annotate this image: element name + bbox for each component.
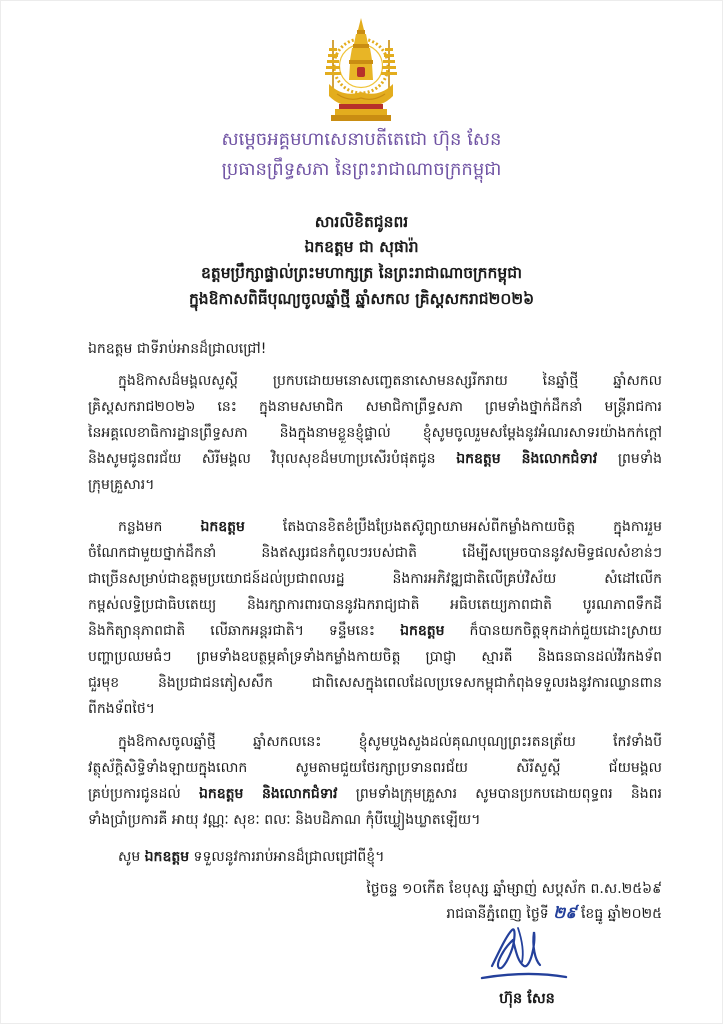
occasion-line: ក្នុងឱកាសពិធីបុណ្យចូលឆ្នាំថ្មី ឆ្នាំសកល គ្រិស្តសករាជ២០២៦ xyxy=(188,290,535,308)
paragraph-line: ក្នុងឱកាសចូលឆ្នាំថ្មី ឆ្នាំសកលនេះ ខ្ញុំសូមបួងសួងដល់គុណបុណ្យព្រះរតនត្រ័យ កែវទាំងបី xyxy=(118,734,662,750)
paragraph-line xyxy=(88,514,662,540)
sender-name: សម្តេចអគ្គមហាសេនាបតីតេជោ ហ៊ុន សែន xyxy=(221,129,502,150)
signatory-name: ហ៊ុន សែន xyxy=(499,991,555,1007)
paragraph-line: នៃអគ្គលេខាធិការដ្ឋានព្រឹទ្ធសភា និងក្នុងនាមខ្លួនខ្ញុំផ្ទាល់ ខ្ញុំសូមចូលរួមសម្តែងនូវអំណរសាទរយ៉ាងកក់ក្តៅ xyxy=(88,425,662,441)
paragraph-line xyxy=(88,446,662,472)
paragraph-line: ពីកងទ័ពថៃ។ xyxy=(88,701,155,717)
sender-title: ប្រធានព្រឹទ្ធសភា នៃព្រះរាជាណាចក្រកម្ពុជា xyxy=(221,159,502,180)
paragraph-line xyxy=(88,618,662,644)
line-text: ព្រមទាំងក្រុមគ្រួសារ សូមបានប្រកបដោយពុទ្ធពរ និងពរ xyxy=(337,786,662,802)
lunar-date-line: ថ្ងៃចន្ទ ១០កើត ខែបុស្ស ឆ្នាំម្សាញ់ សប្តស័ក ព.ស.២៥៦៩ xyxy=(366,881,662,897)
paragraph-line: បញ្ហាប្រឈមធំៗ ព្រមទាំងឧបត្ថម្ភគាំទ្រទាំងកម្លាំងកាយចិត្ត ប្រាជ្ញា ស្មារតី និងធនធានដល់វីរកងទ័ព xyxy=(88,649,662,665)
bold-honorific: ឯកឧត្តម xyxy=(144,849,190,865)
line-text: ព្រមទាំង xyxy=(597,451,662,467)
paragraph-2 xyxy=(88,514,662,722)
line-text: ទទួលនូវការរាប់អានដ៏ជ្រាលជ្រៅពីខ្ញុំ។ xyxy=(189,849,385,865)
bold-honorific: ឯកឧត្តម និងលោកជំទាវ xyxy=(198,786,338,802)
line-text: ក៏បានយកចិត្តទុកដាក់ជួយដោះស្រាយ xyxy=(444,623,662,639)
closing-line xyxy=(88,844,662,870)
paragraph-line: ក្រុមគ្រួសារ។ xyxy=(88,477,155,493)
recipient-position: ឧត្តមប្រឹក្សាផ្ទាល់ព្រះមហាក្សត្រ នៃព្រះរាជាណាចក្រកម្ពុជា xyxy=(201,264,522,282)
paragraph-line: ទាំងប្រាំប្រការគឺ អាយុ វណ្ណៈ សុខៈ ពលៈ និងបដិភាណ កុំបីឃ្លៀងឃ្លាតឡើយ។ xyxy=(88,812,481,828)
line-text: និងកិត្យានុភាពជាតិ លើឆាកអន្តរជាតិ។ ទន្ទឹមនេះ xyxy=(88,623,401,639)
paragraph-line: ក្នុងឱកាសដ៏មង្គលសួស្តី ប្រកបដោយមនោសញ្ចេតនាសោមនស្សរីករាយ នៃឆ្នាំថ្មី ឆ្នាំសកល xyxy=(118,373,662,389)
paragraph-line: ចំណែកជាមួយថ្នាក់ដឹកនាំ និងឥស្សរជនកំពូលៗរបស់ជាតិ ដើម្បីសម្រេចបាននូវសមិទ្ធផលសំខាន់ៗ xyxy=(88,545,662,561)
place-date-line xyxy=(242,901,662,925)
line-text: និងសូមជូនពរជ័យ សិរីមង្គល វិបុលសុខដ៏មហាប្រសើរបំផុតជូន xyxy=(88,451,457,467)
month-year: ខែធ្នូ ឆ្នាំ២០២៥ xyxy=(580,906,662,922)
paragraph-line: ជាច្រើនសម្រាប់ជាឧត្តមប្រយោជន៍ដល់ប្រជាពលរដ្ឋ និងការអភិវឌ្ឍជាតិលើគ្រប់វិស័យ សំដៅលើក xyxy=(88,571,662,587)
paragraph-line: គ្រិស្តសករាជ២០២៦ នេះ ក្នុងនាមសមាជិក សមាជិកាព្រឹទ្ធសភា ព្រមទាំងថ្នាក់ដឹកនាំ មន្ត្រីរាជការ xyxy=(88,399,662,415)
bold-honorific: ឯកឧត្តម xyxy=(200,519,245,535)
bold-honorific: ឯកឧត្តម xyxy=(400,623,445,639)
line-text: តែងបានខិតខំប្រឹងប្រែងតស៊ូព្យាយាមអស់ពីកម្លាំងកាយចិត្ត ក្នុងការរួម xyxy=(244,519,662,535)
bold-honorific: ឯកឧត្តម និងលោកជំទាវ xyxy=(456,451,598,467)
senate-emblem-icon xyxy=(323,16,399,124)
paragraph-line xyxy=(88,781,662,807)
signature-icon xyxy=(478,922,570,986)
line-text: កន្លងមក xyxy=(118,519,201,535)
line-text: គ្រប់ប្រការជូនដល់ xyxy=(88,786,199,802)
line-text: សូម xyxy=(118,849,145,865)
recipient-name: ឯកឧត្តម ជា សុផារ៉ា xyxy=(304,238,419,256)
place-prefix: រាជធានីភ្នំពេញ ថ្ងៃទី xyxy=(446,906,549,922)
paragraph-3 xyxy=(88,729,662,833)
paragraph-line: ជួរមុខ និងប្រជាជនភៀសសឹក ជាពិសេសក្នុងពេលដែលប្រទេសកម្ពុជាកំពុងទទួលរងនូវការឈ្លានពាន xyxy=(88,675,662,691)
handwritten-day: ២៩ xyxy=(553,903,577,922)
paragraph-1 xyxy=(88,368,662,498)
paragraph-line: វត្ថុស័ក្តិសិទ្ធិទាំងឡាយក្នុងលោក សូមតាមជួយថែរក្សាប្រទានពរជ័យ សិរីសួស្តី ជ័យមង្គល xyxy=(88,760,662,776)
paragraph-line: កម្ពស់លទ្ធិប្រជាធិបតេយ្យ និងរក្សាការពារបាននូវឯករាជ្យជាតិ អធិបតេយ្យភាពជាតិ បូរណភាពទឹកដី xyxy=(88,597,662,613)
letter-heading: សារលិខិតជូនពរ xyxy=(314,213,409,231)
salutation: ឯកឧត្តម ជាទីរាប់អានដ៏ជ្រាលជ្រៅ! xyxy=(88,341,267,357)
